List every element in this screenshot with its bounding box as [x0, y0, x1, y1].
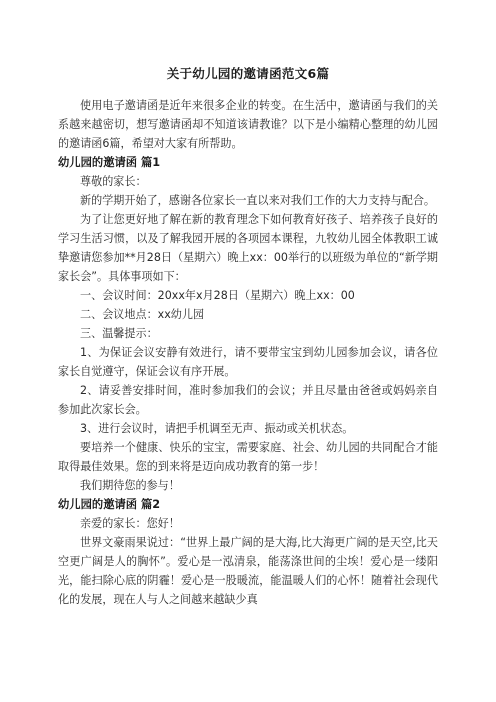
- body-paragraph: 为了让您更好地了解在新的教育理念下如何教育好孩子、培养孩子良好的学习生活习惯，以及了解我园开展的各项园本课程，九牧幼儿园全体教职工诚挚邀请您参加**月28日（星期六）晚上xx：00举行的以班级为单位的“新学期家长会”。具体事项如下：: [58, 213, 438, 283]
- closing-line: 我们期待您的参与！: [80, 479, 180, 492]
- intro-paragraph: 使用电子邀请函是近年来很多企业的转变。在生活中，邀请函与我们的关系越来越密切，想写邀请函却不知道该请教谁？以下是小编精心整理的幼儿园的邀请函6篇，希望对大家有所帮助。: [58, 99, 438, 150]
- reminder-item: 3、进行会议时，请把手机调至无声、振动或关机状态。: [80, 422, 354, 435]
- section-1: [58, 153, 438, 495]
- section-heading: 幼儿园的邀请函 篇1: [58, 156, 161, 169]
- reminder-item: 1、为保证会议安静有效进行，请不要带宝宝到幼儿园参加会议，请各位家长自觉遵守，保证会议有序开展。: [58, 346, 438, 378]
- meeting-location: 二、会议地点：xx幼儿园: [80, 308, 205, 321]
- body-paragraph: 新的学期开始了，感谢各位家长一直以来对我们工作的大力支持与配合。: [80, 194, 436, 207]
- body-paragraph: 世界文豪雨果说过：“世界上最广阔的是大海,比大海更广阔的是天空,比天空更广阔是人的胸怀”。爱心是一泓清泉，能荡涤世间的尘埃！爱心是一缕阳光，能扫除心底的阴霾！爱心是一股暖流，能温暖人们的心怀！随着社会现代化的发展，现在人与人之间越来越缺少真: [58, 536, 438, 606]
- salutation: 亲爱的家长：您好！: [80, 517, 180, 530]
- section-2: [58, 495, 438, 609]
- document-title: 关于幼儿园的邀请函范文6篇: [166, 66, 330, 81]
- reminder-item: 2、请妥善安排时间，准时参加我们的会议；并且尽量由爸爸或妈妈亲自参加此次家长会。: [58, 384, 438, 416]
- meeting-time: 一、会议时间：20xx年x月28日（星期六）晚上xx：00: [80, 289, 355, 302]
- salutation: 尊敬的家长：: [80, 175, 147, 188]
- reminder-heading: 三、温馨提示：: [80, 327, 158, 340]
- section-heading: 幼儿园的邀请函 篇2: [58, 498, 161, 511]
- body-paragraph: 要培养一个健康、快乐的宝宝，需要家庭、社会、幼儿园的共同配合才能取得最佳效果。您的到来将是迈向成功教育的第一步！: [58, 441, 438, 473]
